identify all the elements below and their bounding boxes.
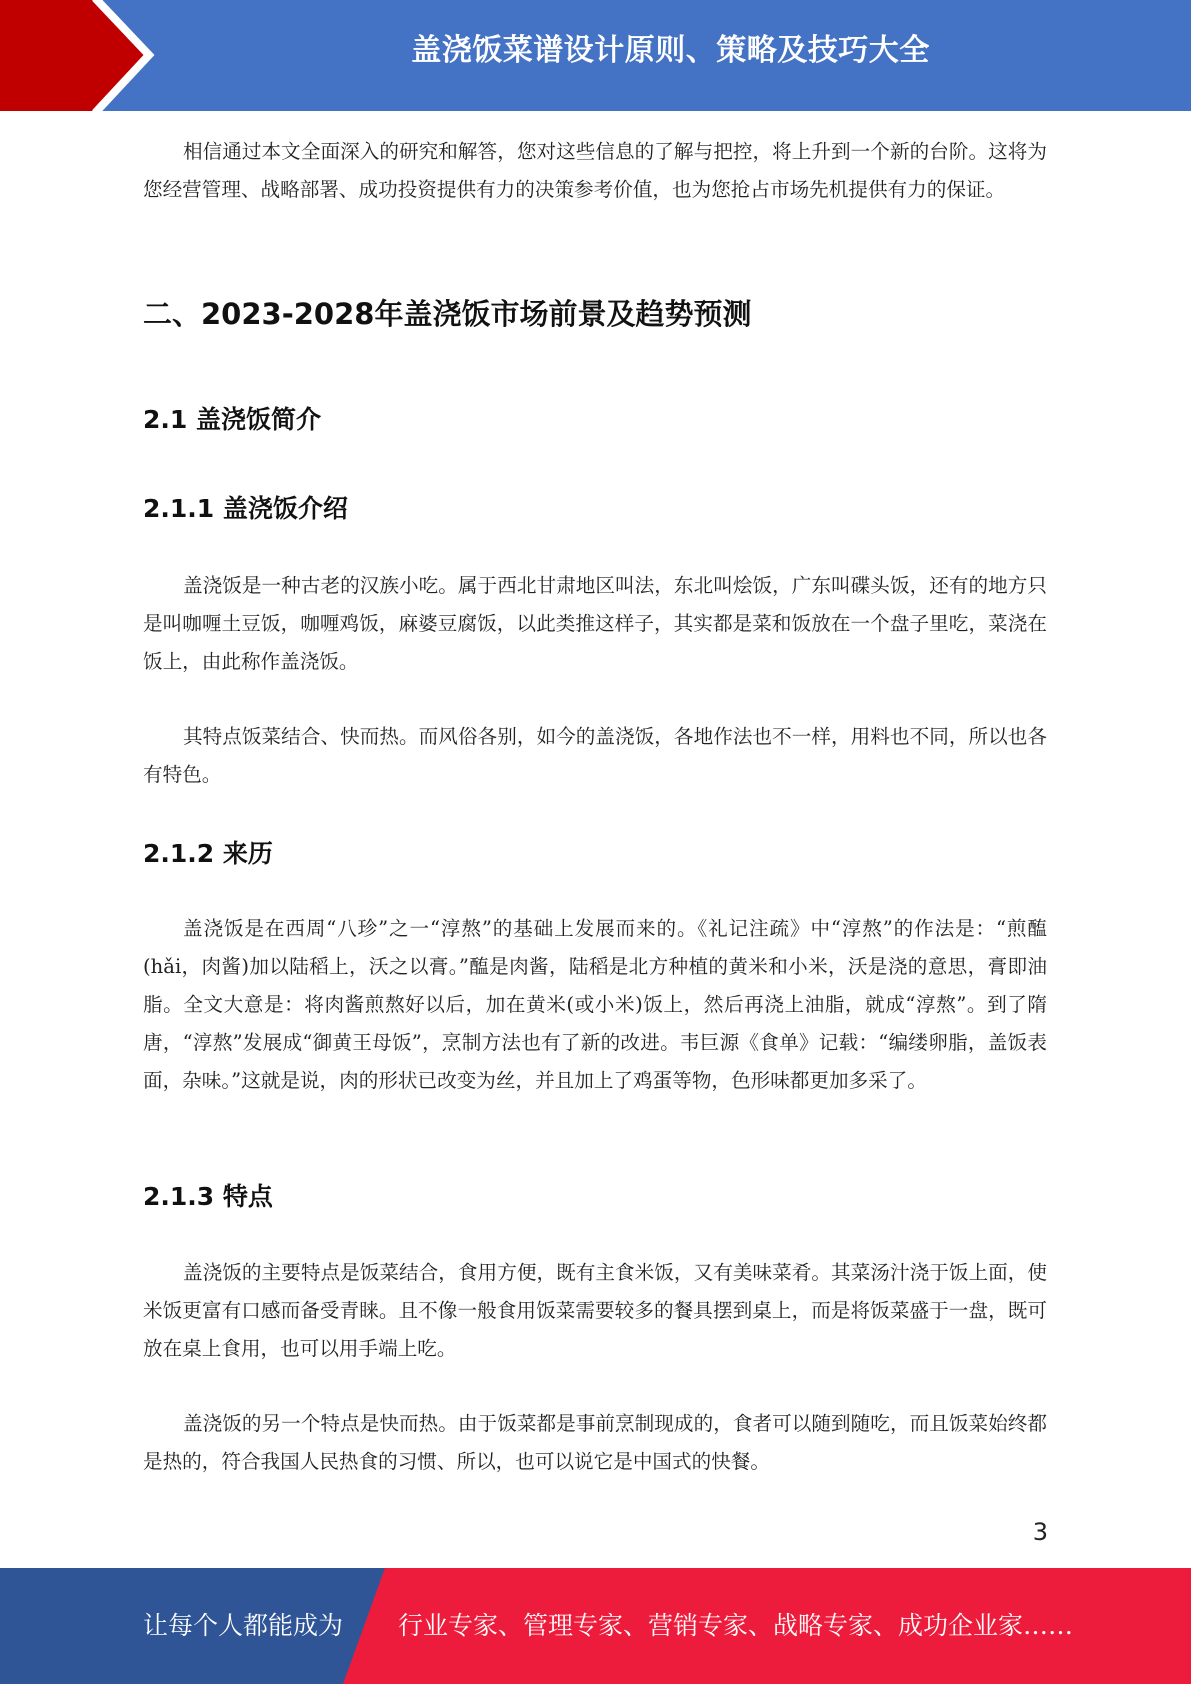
origin-section-paragraph: 盖浇饭是在西周“八珍”之一“淳熬”的基础上发展而来的。《礼记注疏》中“淳熬”的作法是：“煎醢(hǎi，肉酱)加以陆稻上，沃之以膏。”醢是肉酱，陆稻是北方种植的黄米和小米，沃是浇的意思，膏即油脂。全文大意是：将肉酱煎熬好以后，加在黄米(或小米)饭上，然后再浇上油脂，就成“淳熬”。到了隋唐，“淳熬”发展成“御黄王母饭”，烹制方法也有了新的改进。韦巨源《食单》记载：“编缕卵脂，盖饭表面，杂味。”这就是说，肉的形状已改变为丝，并且加上了鸡蛋等物，色形味都更加多采了。 xyxy=(143,917,1047,1092)
header-banner xyxy=(0,0,1191,111)
intro-section-paragraph-2: 其特点饭菜结合、快而热。而风俗各别，如今的盖浇饭，各地作法也不一样，用料也不同，所以也各有特色。 xyxy=(143,725,1047,786)
features-section-heading: 2.1.3 特点 xyxy=(143,1182,273,1211)
subsection-heading: 2.1 盖浇饭简介 xyxy=(143,405,321,434)
origin-section-heading: 2.1.2 来历 xyxy=(143,839,273,868)
document-title: 盖浇饭菜谱设计原则、策略及技巧大全 xyxy=(411,33,930,68)
section-heading: 二、2023-2028年盖浇饭市场前景及趋势预测 xyxy=(143,297,752,331)
footer-slogan-left: 让每个人都能成为 xyxy=(143,1611,344,1640)
features-section-paragraph-2: 盖浇饭的另一个特点是快而热。由于饭菜都是事前烹制现成的，食者可以随到随吃，而且饭菜始终都是热的，符合我国人民热食的习惯、所以，也可以说它是中国式的快餐。 xyxy=(143,1412,1047,1473)
intro-paragraph: 相信通过本文全面深入的研究和解答，您对这些信息的了解与把控，将上升到一个新的台阶。这将为您经营管理、战略部署、成功投资提供有力的决策参考价值，也为您抢占市场先机提供有力的保证。 xyxy=(143,140,1047,201)
footer-banner xyxy=(0,1568,1191,1684)
page-number: 3 xyxy=(1032,1518,1048,1546)
red-chevron-icon xyxy=(0,0,160,111)
intro-section-paragraph-1: 盖浇饭是一种古老的汉族小吃。属于西北甘肃地区叫法，东北叫烩饭，广东叫碟头饭，还有的地方只是叫咖喱土豆饭，咖喱鸡饭，麻婆豆腐饭，以此类推这样子，其实都是菜和饭放在一个盘子里吃，菜浇在饭上，由此称作盖浇饭。 xyxy=(143,574,1047,673)
features-section-paragraph-1: 盖浇饭的主要特点是饭菜结合，食用方便，既有主食米饭，又有美味菜肴。其菜汤汁浇于饭上面，使米饭更富有口感而备受青睐。且不像一般食用饭菜需要较多的餐具摆到桌上，而是将饭菜盛于一盘，既可放在桌上食用，也可以用手端上吃。 xyxy=(143,1261,1047,1360)
intro-section-heading: 2.1.1 盖浇饭介绍 xyxy=(143,494,348,523)
footer-slogan-right: 行业专家、管理专家、营销专家、战略专家、成功企业家…… xyxy=(398,1611,1074,1640)
